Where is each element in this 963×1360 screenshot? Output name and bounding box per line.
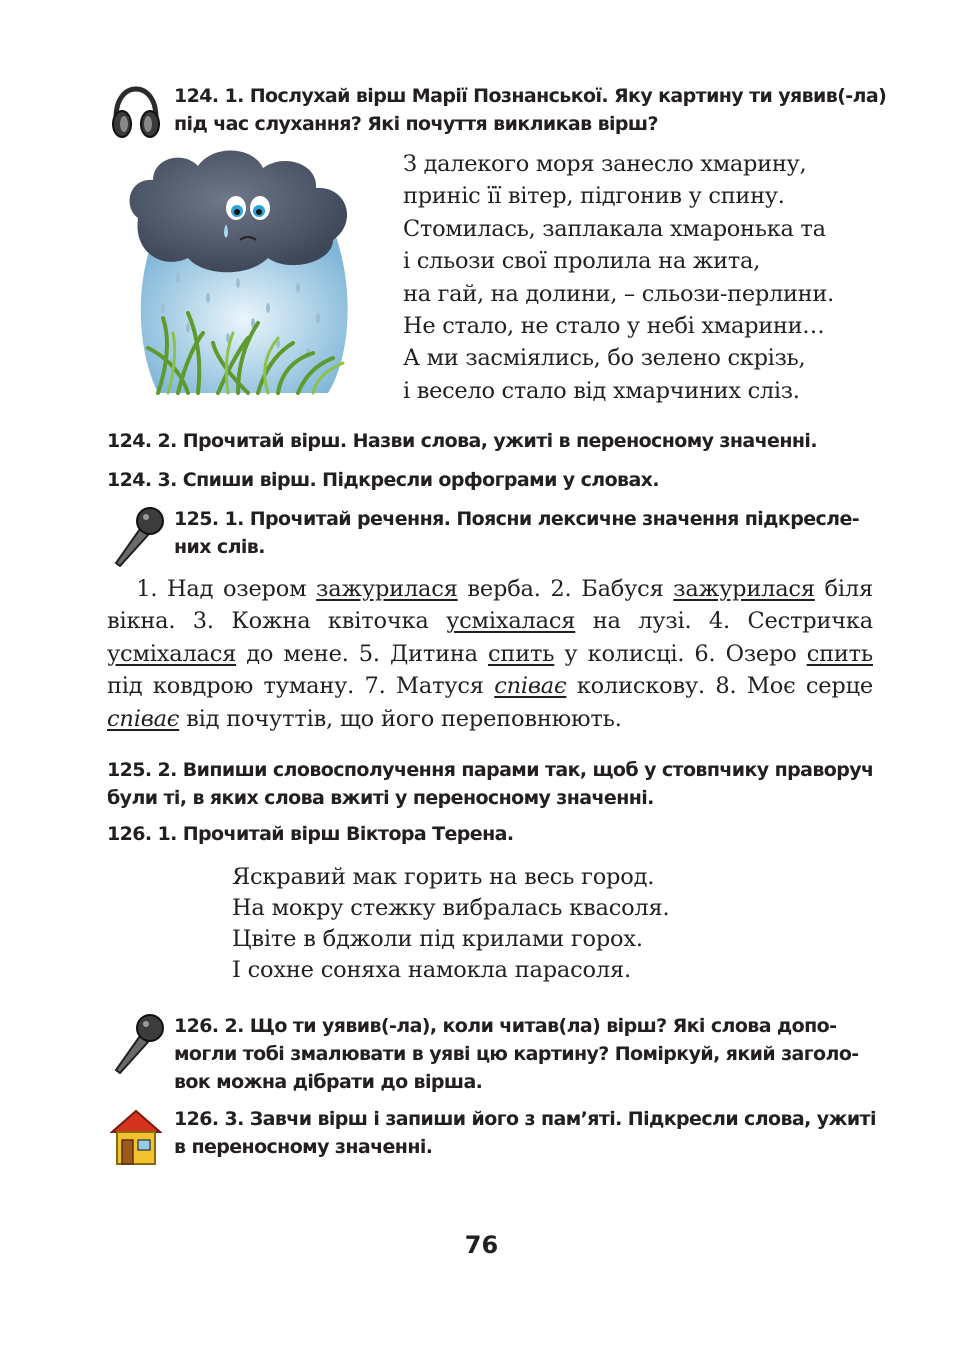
task-126-3-line1: 126. 3. Завчи вірш і запиши його з пам’яті. Підкресли слова, ужиті [174,1108,876,1130]
underlined-word: усміхалася [446,608,576,635]
task-126-1: 126. 1. Прочитай вірш Віктора Терена. [107,823,514,845]
poem-1-line: на гай, на долини, – сльози-перлини. [403,280,834,307]
task-124-1 [174,82,886,138]
task-125-2 [107,756,873,812]
microphone-icon [110,505,164,567]
task-126-3 [174,1105,876,1161]
sentence-text: 1. Над озером [136,576,317,602]
underlined-word: усміхалася [107,640,237,667]
task-126-2-line1: 126. 2. Що ти уявив(-ла), коли читав(ла) вірш? Які слова допо- [174,1015,837,1037]
task-126-3-line2: в переносному значенні. [174,1136,433,1158]
sentence-text: біля вікна. 3. Кожна квіточка [107,576,873,635]
task-126-2-line2: могли тобі змалювати в уяві цю картину? Поміркуй, який заголо- [174,1043,859,1065]
poem-1-line: і весело стало від хмарчиних сліз. [403,377,800,404]
rain-cloud-illustration [118,148,368,398]
poem-1 [403,148,834,407]
poem-2-line: Яскравий мак горить на весь город. [232,864,655,890]
sentence-text: верба. 2. Бабуся [457,576,674,602]
poem-1-line: приніс її вітер, підгонив у спину. [403,183,785,210]
poem-2 [232,862,669,986]
task-126-2-line3: вок можна дібрати до вірша. [174,1071,483,1093]
microphone-icon [110,1012,164,1074]
task-125-1 [174,505,859,561]
poem-1-line: Стомилась, заплакала хмаронька та [403,215,826,242]
poem-2-line: І сохне соняха намокла парасоля. [232,957,631,983]
underlined-word: співає [494,673,567,700]
task-126-2 [174,1012,859,1096]
sentence-text: у колисці. 6. Озеро [554,640,807,667]
exercise-sentences [107,573,873,735]
underlined-word: спить [806,640,873,667]
sentence-text: під ковдрою туману. 7. Матуся [107,673,495,700]
task-125-1-line2: них слів. [174,536,265,558]
task-124-3: 124. 3. Спиши вірш. Підкресли орфограми у словах. [107,469,659,491]
task-125-2-line1: 125. 2. Випиши словосполучення парами так, щоб у стовпчику праворуч [107,759,874,781]
task-125-2-line2: були ті, в яких слова вжиті у переносному значенні. [107,787,654,809]
sentence-text: на лузі. 4. Сестричка [575,608,873,635]
underlined-word: співає [107,705,180,732]
poem-1-line: З далекого моря занесло хмарину, [403,151,807,177]
task-124-1-line1: 124. 1. Послухай вірш Марії Познанської. Яку картину ти уявив(-ла) [174,85,887,107]
house-icon [110,1108,162,1166]
poem-1-line: Не стало, не стало у небі хмарини… [403,313,825,340]
task-125-1-line1: 125. 1. Прочитай речення. Поясни лексичне значення підкресле- [174,508,860,530]
poem-2-line: На мокру стежку вибралась квасоля. [232,895,670,921]
sentence-text: до мене. 5. Дитина [236,640,489,667]
sentence-text: від почуттів, що його переповнюють. [179,705,622,732]
page-number: 76 [464,1231,499,1259]
underlined-word: зажурилася [673,576,815,602]
poem-1-line: і сльози свої пролила на жита, [403,248,760,275]
underlined-word: зажурилася [316,576,458,602]
task-124-1-line2: під час слухання? Які почуття викликав вірш? [174,113,658,135]
task-124-2: 124. 2. Прочитай вірш. Назви слова, ужиті в переносному значенні. [107,430,817,452]
headphones-icon [108,84,164,140]
sentence-text: колискову. 8. Моє серце [566,673,873,700]
underlined-word: спить [488,640,555,667]
poem-1-line: А ми засміялись, бо зелено скрізь, [403,345,806,372]
poem-2-line: Цвіте в бджоли під крилами горох. [232,926,643,952]
